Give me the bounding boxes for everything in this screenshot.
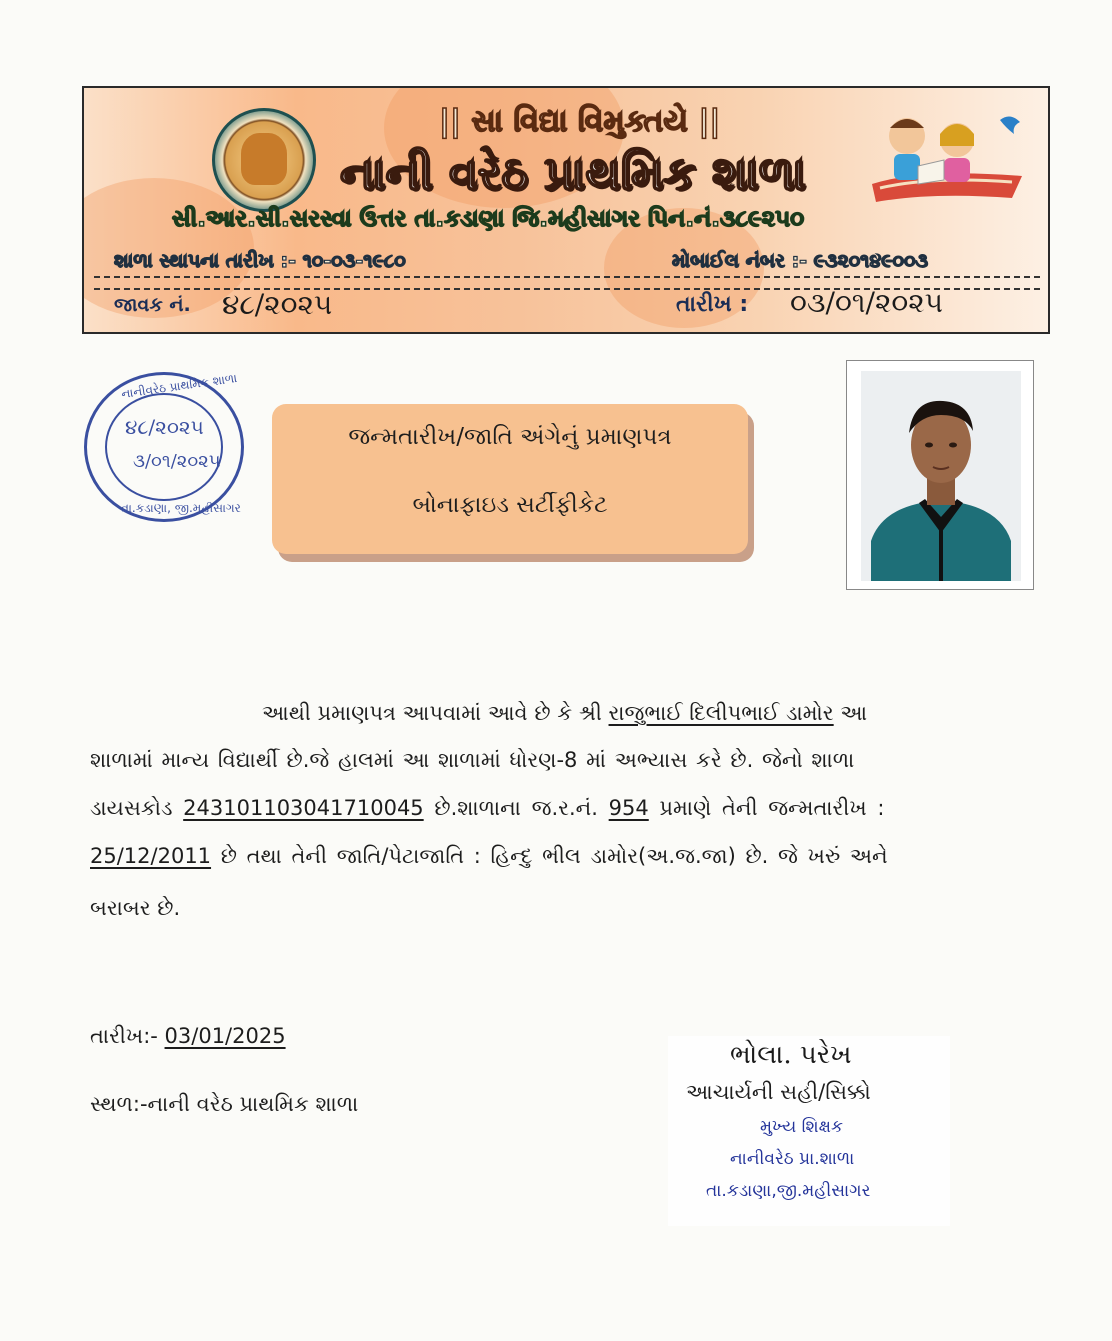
outward-number-value: ૪૮/૨૦૨૫ xyxy=(222,288,333,321)
school-seal-logo xyxy=(212,108,316,212)
birth-date: 25/12/2011 xyxy=(90,844,212,868)
outward-number-label: જાવક નં. xyxy=(114,294,191,316)
school-address: સી.આર.સી.સરસ્વા ઉત્તર તા.કડાણા જિ.મહીસાગર પિન.નં.૩૮૯૨૫૦ xyxy=(172,206,805,232)
stamp-handwritten-number: ૪૮/૨૦૨૫ xyxy=(125,415,204,439)
mobile-number: મોબાઈલ નંબર :- ૯૩૨૦૧૪૯૦૦૩ xyxy=(672,250,929,272)
body-text: આથી પ્રમાણપત્ર આપવામાં આવે છે કે શ્રી xyxy=(262,701,609,725)
certificate-date xyxy=(90,1024,286,1049)
body-line-1 xyxy=(262,701,867,726)
gr-number: 954 xyxy=(608,796,649,820)
date-label: તારીખ:- xyxy=(90,1024,165,1048)
certificate-subtitle: બોનાફાઇડ સર્ટીફીકેટ xyxy=(412,492,608,518)
certificate-place: સ્થળ:-નાની વરેઠ પ્રાથમિક શાળા xyxy=(90,1092,359,1116)
dise-code: 24310110304171004​5 xyxy=(183,796,424,820)
stamp-bottom-text: તા.કડાણા, જી.મહીસાગર xyxy=(121,501,241,515)
certificate-title: જન્મતારીખ/જાતિ અંગેનું પ્રમાણપત્ર xyxy=(348,424,672,450)
issue-date-value: ૦૩/૦૧/૨૦૨૫ xyxy=(790,286,944,319)
principal-signature: ભોલા. પરેખ xyxy=(730,1040,852,1070)
body-line-3 xyxy=(90,796,884,821)
signature-label: આચાર્યની સહી/સિક્કો xyxy=(686,1080,871,1104)
round-school-stamp xyxy=(84,372,244,522)
student-name: રાજુભાઈ દિલીપભાઈ ડામોર xyxy=(608,701,834,725)
school-name: નાની વરેઠ પ્રાથમિક શાળા xyxy=(340,146,806,200)
stamp-top-text: નાનીવરેઠ પ્રાથમિક શાળા xyxy=(120,370,238,402)
student-photo-frame xyxy=(846,360,1034,590)
body-text: આ xyxy=(833,701,868,725)
body-text: છે તથા તેની જાતિ/પેટાજાતિ : હિન્દુ ભીલ ડામોર(અ.જ.જા) છે. જે ખરું અને xyxy=(211,844,888,868)
divider xyxy=(94,276,1040,278)
reading-kids-illustration xyxy=(862,106,1032,206)
issue-date-label: તારીખ : xyxy=(676,292,749,317)
certificate-title-box xyxy=(272,404,748,554)
stamp-location: તા.કડાણા,જી.મહીસાગર xyxy=(706,1181,871,1201)
school-motto: || સા વિદ્યા વિમુક્તયે || xyxy=(439,104,721,139)
establishment-date: શાળા સ્થાપના તારીખ :- ૧૦-૦૩-૧૯૮૦ xyxy=(114,250,406,272)
body-line-4 xyxy=(90,844,888,869)
letterhead-banner xyxy=(82,86,1050,334)
student-photo xyxy=(861,371,1021,581)
body-text: છે.શાળાના જ.ર.નં. xyxy=(423,796,609,820)
body-text: ડાયસકોડ xyxy=(90,796,184,820)
body-text: પ્રમાણે તેની જન્મતારીખ : xyxy=(648,796,885,820)
stamp-designation: મુખ્ય શિક્ષક xyxy=(760,1117,843,1137)
date-value: 03/01/2025 xyxy=(164,1024,286,1048)
body-line-2: શાળામાં માન્ય વિદ્યાર્થી છે.જે હાલમાં આ શાળામાં ધોરણ-8 માં અભ્યાસ કરે છે. જેનો શાળા xyxy=(90,748,855,772)
body-line-5: બરાબર છે. xyxy=(90,896,181,920)
stamp-school: નાનીવરેઠ પ્રા.શાળા xyxy=(730,1149,855,1169)
stamp-handwritten-date: ૩/૦૧/૨૦૨૫ xyxy=(133,451,221,472)
